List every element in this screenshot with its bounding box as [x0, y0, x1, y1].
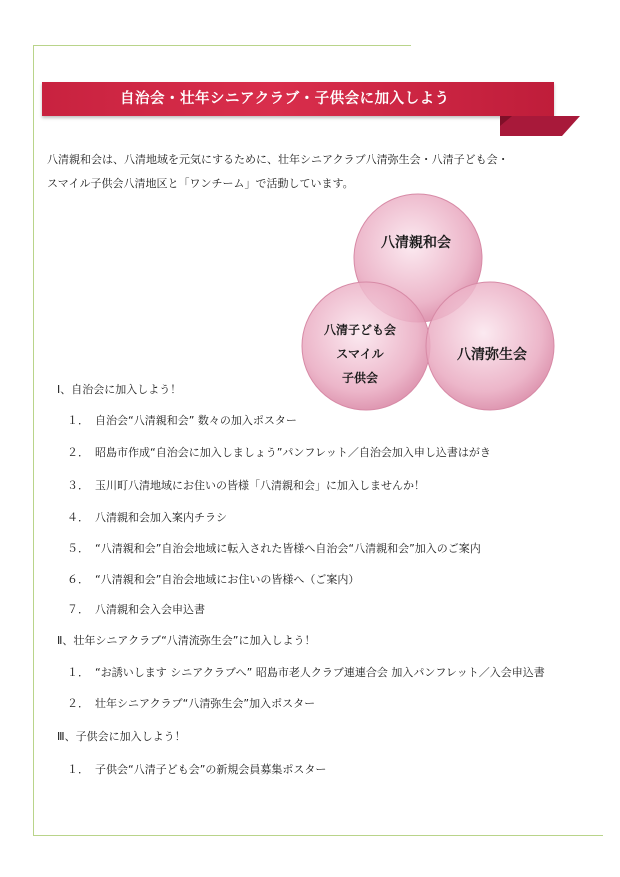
- list-item[interactable]: ４． 八清親和会加入案内チラシ: [67, 511, 227, 524]
- venn-label-right: 八清弥生会: [457, 347, 527, 363]
- intro-line-1: 八清親和会は、八清地域を元気にするために、壮年シニアクラブ八清弥生会・八清子ども会・: [47, 153, 509, 166]
- intro-line-2: スマイル子供会八清地区と「ワンチーム」で活動しています。: [47, 177, 354, 190]
- list-item[interactable]: ２． 壮年シニアクラブ“八清弥生会”加入ポスター: [67, 697, 316, 710]
- venn-label-left-3: 子供会: [341, 371, 379, 385]
- list-item[interactable]: １． “お誘いします シニアクラブへ” 昭島市老人クラブ連連合会 加入パンフレット／入会申込書: [67, 666, 545, 679]
- venn-label-left-2: スマイル: [336, 347, 384, 361]
- venn-label-top: 八清親和会: [381, 235, 451, 251]
- section-heading-3: Ⅲ、子供会に加入しよう！: [57, 730, 186, 743]
- left-border-line: [33, 45, 34, 835]
- top-border-line: [33, 45, 411, 46]
- section-heading-2: Ⅱ、壮年シニアクラブ“八清流弥生会”に加入しよう！: [57, 634, 316, 647]
- list-item[interactable]: ６． “八清親和会”自治会地域にお住いの皆様へ（ご案内）: [67, 573, 360, 586]
- banner-title: 自治会・壮年シニアクラブ・子供会に加入しよう: [120, 91, 450, 107]
- banner-ribbon-tail: [500, 112, 580, 142]
- bottom-border-line: [33, 835, 603, 836]
- venn-diagram: [296, 186, 556, 422]
- list-item[interactable]: １． 自治会“八清親和会” 数々の加入ポスター: [67, 414, 297, 427]
- list-item[interactable]: ３． 玉川町八清地域にお住いの皆様「八清親和会」に加入しませんか！: [67, 479, 425, 492]
- list-item[interactable]: ７． 八清親和会入会申込書: [67, 603, 205, 616]
- venn-circle-right: [426, 282, 554, 410]
- section-heading-1: Ⅰ、自治会に加入しよう！: [57, 383, 182, 396]
- title-banner: [42, 82, 554, 116]
- venn-circle-left: [302, 282, 430, 410]
- list-item[interactable]: ２． 昭島市作成“自治会に加入しましょう”パンフレット／自治会加入申し込書はがき: [67, 446, 491, 459]
- venn-label-left-1: 八清子ども会: [323, 323, 397, 337]
- list-item[interactable]: ５． “八清親和会”自治会地域に転入された皆様へ自治会“八清親和会”加入のご案内: [67, 542, 481, 555]
- list-item[interactable]: １． 子供会“八清子ども会”の新規会員募集ポスター: [67, 763, 327, 776]
